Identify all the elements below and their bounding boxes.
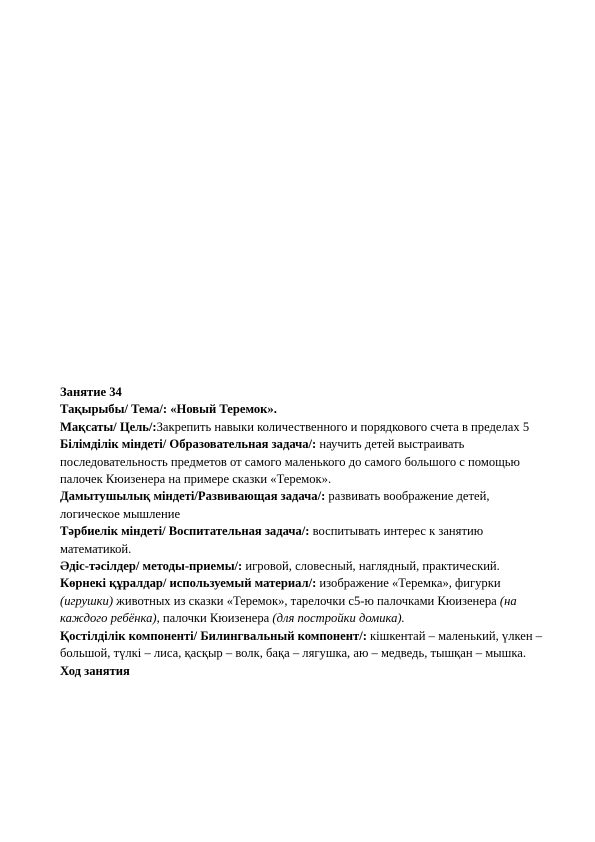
materials-text-1: изображение «Теремка», фигурки <box>316 576 501 591</box>
materials-italic-3: (для постройки домика). <box>272 611 405 626</box>
methods-label: Әдіс-тәсілдер/ методы-приемы/: <box>60 559 243 574</box>
upbringing-task-label: Тәрбиелік міндеті/ Воспитательная задача/: <box>60 524 310 539</box>
bilingual-value: кішкентай – маленький, үлкен – большой, түлкі – лиса, қасқыр – волк, бақа – лягушка, аю – медведь, тышқан – мышка. <box>60 628 543 661</box>
upbringing-task-paragraph <box>60 523 550 558</box>
bilingual-label: Қостілділік компоненті/ Билингвальный компонент/: <box>60 628 367 643</box>
bilingual-paragraph <box>60 628 550 663</box>
materials-paragraph <box>60 575 550 627</box>
edu-task-label: Білімділік міндеті/ Образовательная задача/: <box>60 437 317 452</box>
lesson-number-line <box>60 384 550 401</box>
edu-task-paragraph <box>60 436 550 488</box>
upbringing-task-value: воспитывать интерес к занятию математикой. <box>60 524 484 556</box>
materials-italic-2: (на каждого ребёнка), <box>60 593 517 626</box>
edu-task-value: научить детей выстраивать последовательность предметов от самого маленького до самого большого с помощью палочек Кюизенера на примере сказки «Теремок». <box>60 437 520 487</box>
goal-paragraph <box>60 419 550 436</box>
topic-label: Тақырыбы/ Тема/: <box>60 402 168 417</box>
course-heading-line <box>60 663 550 680</box>
dev-task-label: Дамытушылық міндеті/Развивающая задача/: <box>60 489 326 504</box>
goal-value: Закрепить навыки количественного и порядкового счета в пределах 5 <box>156 419 530 434</box>
materials-text-2: животных из сказки «Теремок», тарелочки с5-ю палочками Кюизенера <box>113 593 500 608</box>
methods-paragraph <box>60 558 550 575</box>
dev-task-value: развивать воображение детей, логическое мышление <box>60 489 490 521</box>
topic-value: «Новый Теремок». <box>170 402 277 417</box>
materials-text-3: палочки Кюизенера <box>159 611 273 626</box>
dev-task-paragraph <box>60 488 550 523</box>
lesson-number: Занятие 34 <box>60 385 122 399</box>
lesson-plan-text <box>60 384 550 680</box>
course-heading: Ход занятия <box>60 663 130 678</box>
topic-line <box>60 401 550 418</box>
materials-label: Көрнекі құралдар/ используемый материал/: <box>60 576 317 591</box>
methods-value: игровой, словесный, наглядный, практический. <box>242 559 500 574</box>
goal-label: Мақсаты/ Цель/: <box>60 419 157 434</box>
materials-italic-1: (игрушки) <box>60 593 114 608</box>
